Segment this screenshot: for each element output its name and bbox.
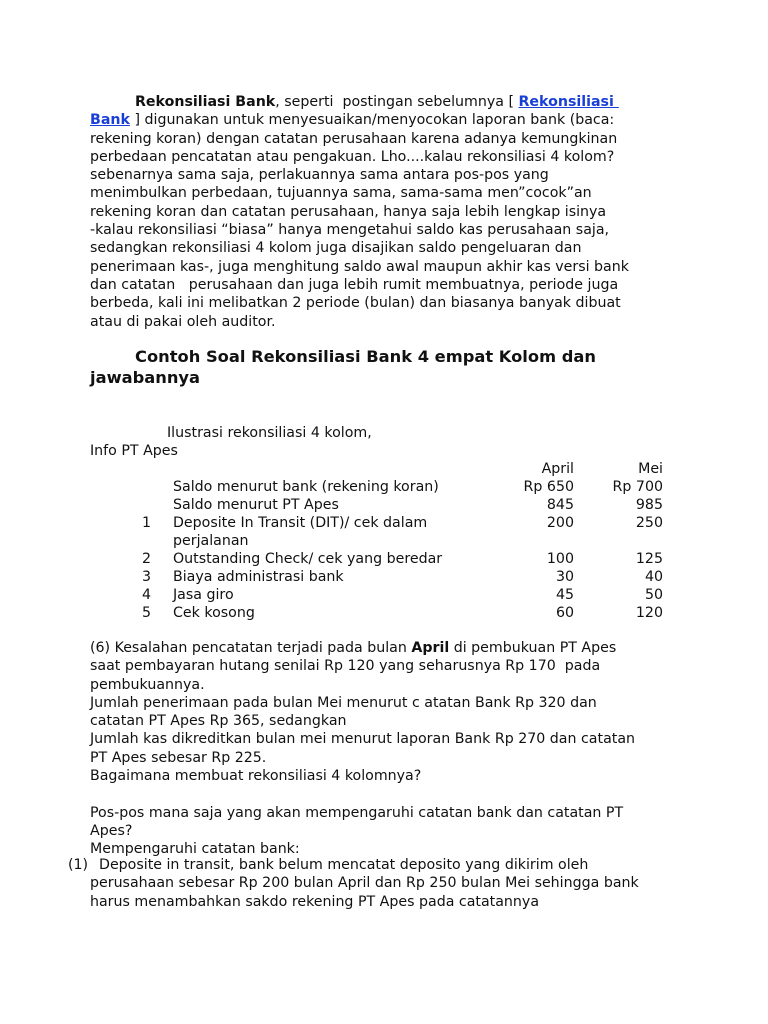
- row-april-value: 45: [555, 587, 574, 603]
- row-label-continued: perjalanan: [173, 533, 249, 549]
- heading-line-2: jawabannya: [90, 368, 201, 387]
- intro-line: perbedaan pencatatan atau pengakuan. Lho....kalau rekonsiliasi 4 kolom?: [90, 148, 615, 165]
- p6-start: (6) Kesalahan pencatatan terjadi pada bulan: [90, 640, 412, 656]
- body-line: PT Apes sebesar Rp 225.: [90, 749, 267, 766]
- list-line: Deposite in transit, bank belum mencatat deposito yang dikirim oleh: [90, 857, 589, 873]
- intro-line: -kalau rekonsiliasi “biasa” hanya mengetahui saldo kas perusahaan saja,: [90, 222, 610, 239]
- row-label: Saldo menurut PT Apes: [173, 497, 339, 513]
- intro-line: sedangkan rekonsiliasi 4 kolom juga disajikan saldo pengeluaran dan: [90, 240, 582, 257]
- row-mei-value: 250: [635, 515, 663, 531]
- intro-line: atau di pakai oleh auditor.: [90, 313, 276, 330]
- row-april-value: Rp 650: [523, 479, 574, 495]
- intro-title: Rekonsiliasi Bank: [135, 94, 276, 110]
- p6-bold-month: April: [411, 640, 450, 656]
- intro-line: menimbulkan perbedaan, tujuannya sama, sama-sama men”cocok”an: [90, 185, 592, 202]
- intro-first-line: [90, 93, 680, 111]
- row-mei-value: 50: [644, 587, 663, 603]
- row-number: 2: [142, 551, 152, 567]
- row-april-value: 200: [546, 515, 574, 531]
- body-line: saat pembayaran hutang senilai Rp 120 yang seharusnya Rp 170 pada: [90, 658, 601, 675]
- row-number: 3: [142, 569, 152, 585]
- heading-line-1: Contoh Soal Rekonsiliasi Bank 4 empat Kolom dan: [135, 347, 596, 366]
- intro-line: berbeda, kali ini melibatkan 2 periode (bulan) dan biasanya banyak dibuat: [90, 295, 621, 312]
- illustration-subtitle: Info PT Apes: [90, 443, 178, 459]
- row-number: 5: [142, 605, 152, 621]
- list-line: perusahaan sebesar Rp 200 bulan April dan Rp 250 bulan Mei sehingga bank: [90, 875, 639, 892]
- intro-after-link: ] digunakan untuk menyesuaikan/menyocokan laporan bank (baca:: [129, 112, 615, 129]
- row-mei-value: 125: [635, 551, 663, 567]
- row-mei-value: Rp 700: [612, 479, 663, 495]
- body-line: catatan PT Apes Rp 365, sedangkan: [90, 713, 347, 730]
- body-line: Pos-pos mana saja yang akan mempengaruhi catatan bank dan catatan PT: [90, 804, 624, 821]
- row-label: Deposite In Transit (DIT)/ cek dalam: [173, 515, 428, 531]
- row-mei-value: 40: [644, 569, 663, 585]
- body-line: Jumlah penerimaan pada bulan Mei menurut c atatan Bank Rp 320 dan: [90, 694, 597, 711]
- row-number: 4: [142, 587, 152, 603]
- row-label: Cek kosong: [173, 605, 255, 621]
- p6-first-line: [90, 639, 690, 657]
- column-header-mei: Mei: [638, 461, 663, 477]
- intro-line: rekening koran) dengan catatan perusahaan karena adanya kemungkinan: [90, 130, 618, 147]
- rekonsiliasi-bank-link-cont[interactable]: Bank: [90, 112, 130, 129]
- intro-after-title: , seperti postingan sebelumnya [: [275, 94, 519, 110]
- row-number: 1: [142, 515, 152, 531]
- row-april-value: 100: [546, 551, 574, 567]
- column-header-april: April: [541, 461, 574, 477]
- intro-line: sebenarnya sama saja, perlakuannya sama antara pos-pos yang: [90, 167, 549, 184]
- row-label: Saldo menurut bank (rekening koran): [173, 479, 439, 495]
- list-item: [90, 856, 690, 911]
- intro-second-line: [90, 111, 680, 129]
- p6-end: di pembukuan PT Apes: [449, 640, 617, 656]
- list-marker: (1): [68, 857, 89, 873]
- body-line: Mempengaruhi catatan bank:: [90, 841, 300, 858]
- row-april-value: 60: [555, 605, 574, 621]
- row-label: Jasa giro: [173, 587, 234, 603]
- row-april-value: 30: [555, 569, 574, 585]
- intro-line: rekening koran dan catatan perusahaan, hanya saja lebih lengkap isinya: [90, 203, 607, 220]
- body-line: Bagaimana membuat rekonsiliasi 4 kolomnya?: [90, 768, 422, 785]
- body-line: pembukuannya.: [90, 676, 205, 693]
- section-heading: [90, 346, 690, 388]
- row-mei-value: 985: [635, 497, 663, 513]
- row-mei-value: 120: [635, 605, 663, 621]
- list-line: harus menambahkan sakdo rekening PT Apes pada catatannya: [90, 893, 540, 910]
- body-line-blank: [90, 785, 690, 803]
- intro-paragraph: [90, 93, 680, 331]
- row-april-value: 845: [546, 497, 574, 513]
- body-line: Apes?: [90, 822, 133, 839]
- intro-line: dan catatan perusahaan dan juga lebih rumit membuatnya, periode juga: [90, 276, 619, 293]
- body-line: Jumlah kas dikreditkan bulan mei menurut laporan Bank Rp 270 dan catatan: [90, 731, 636, 748]
- row-label: Outstanding Check/ cek yang beredar: [173, 551, 443, 567]
- row-label: Biaya administrasi bank: [173, 569, 344, 585]
- intro-line: penerimaan kas-, juga menghitung saldo awal maupun akhir kas versi bank: [90, 258, 629, 275]
- illustration-title: Ilustrasi rekonsiliasi 4 kolom,: [167, 425, 372, 441]
- rekonsiliasi-bank-link[interactable]: Rekonsiliasi: [518, 94, 619, 110]
- problem-paragraph: [90, 639, 690, 859]
